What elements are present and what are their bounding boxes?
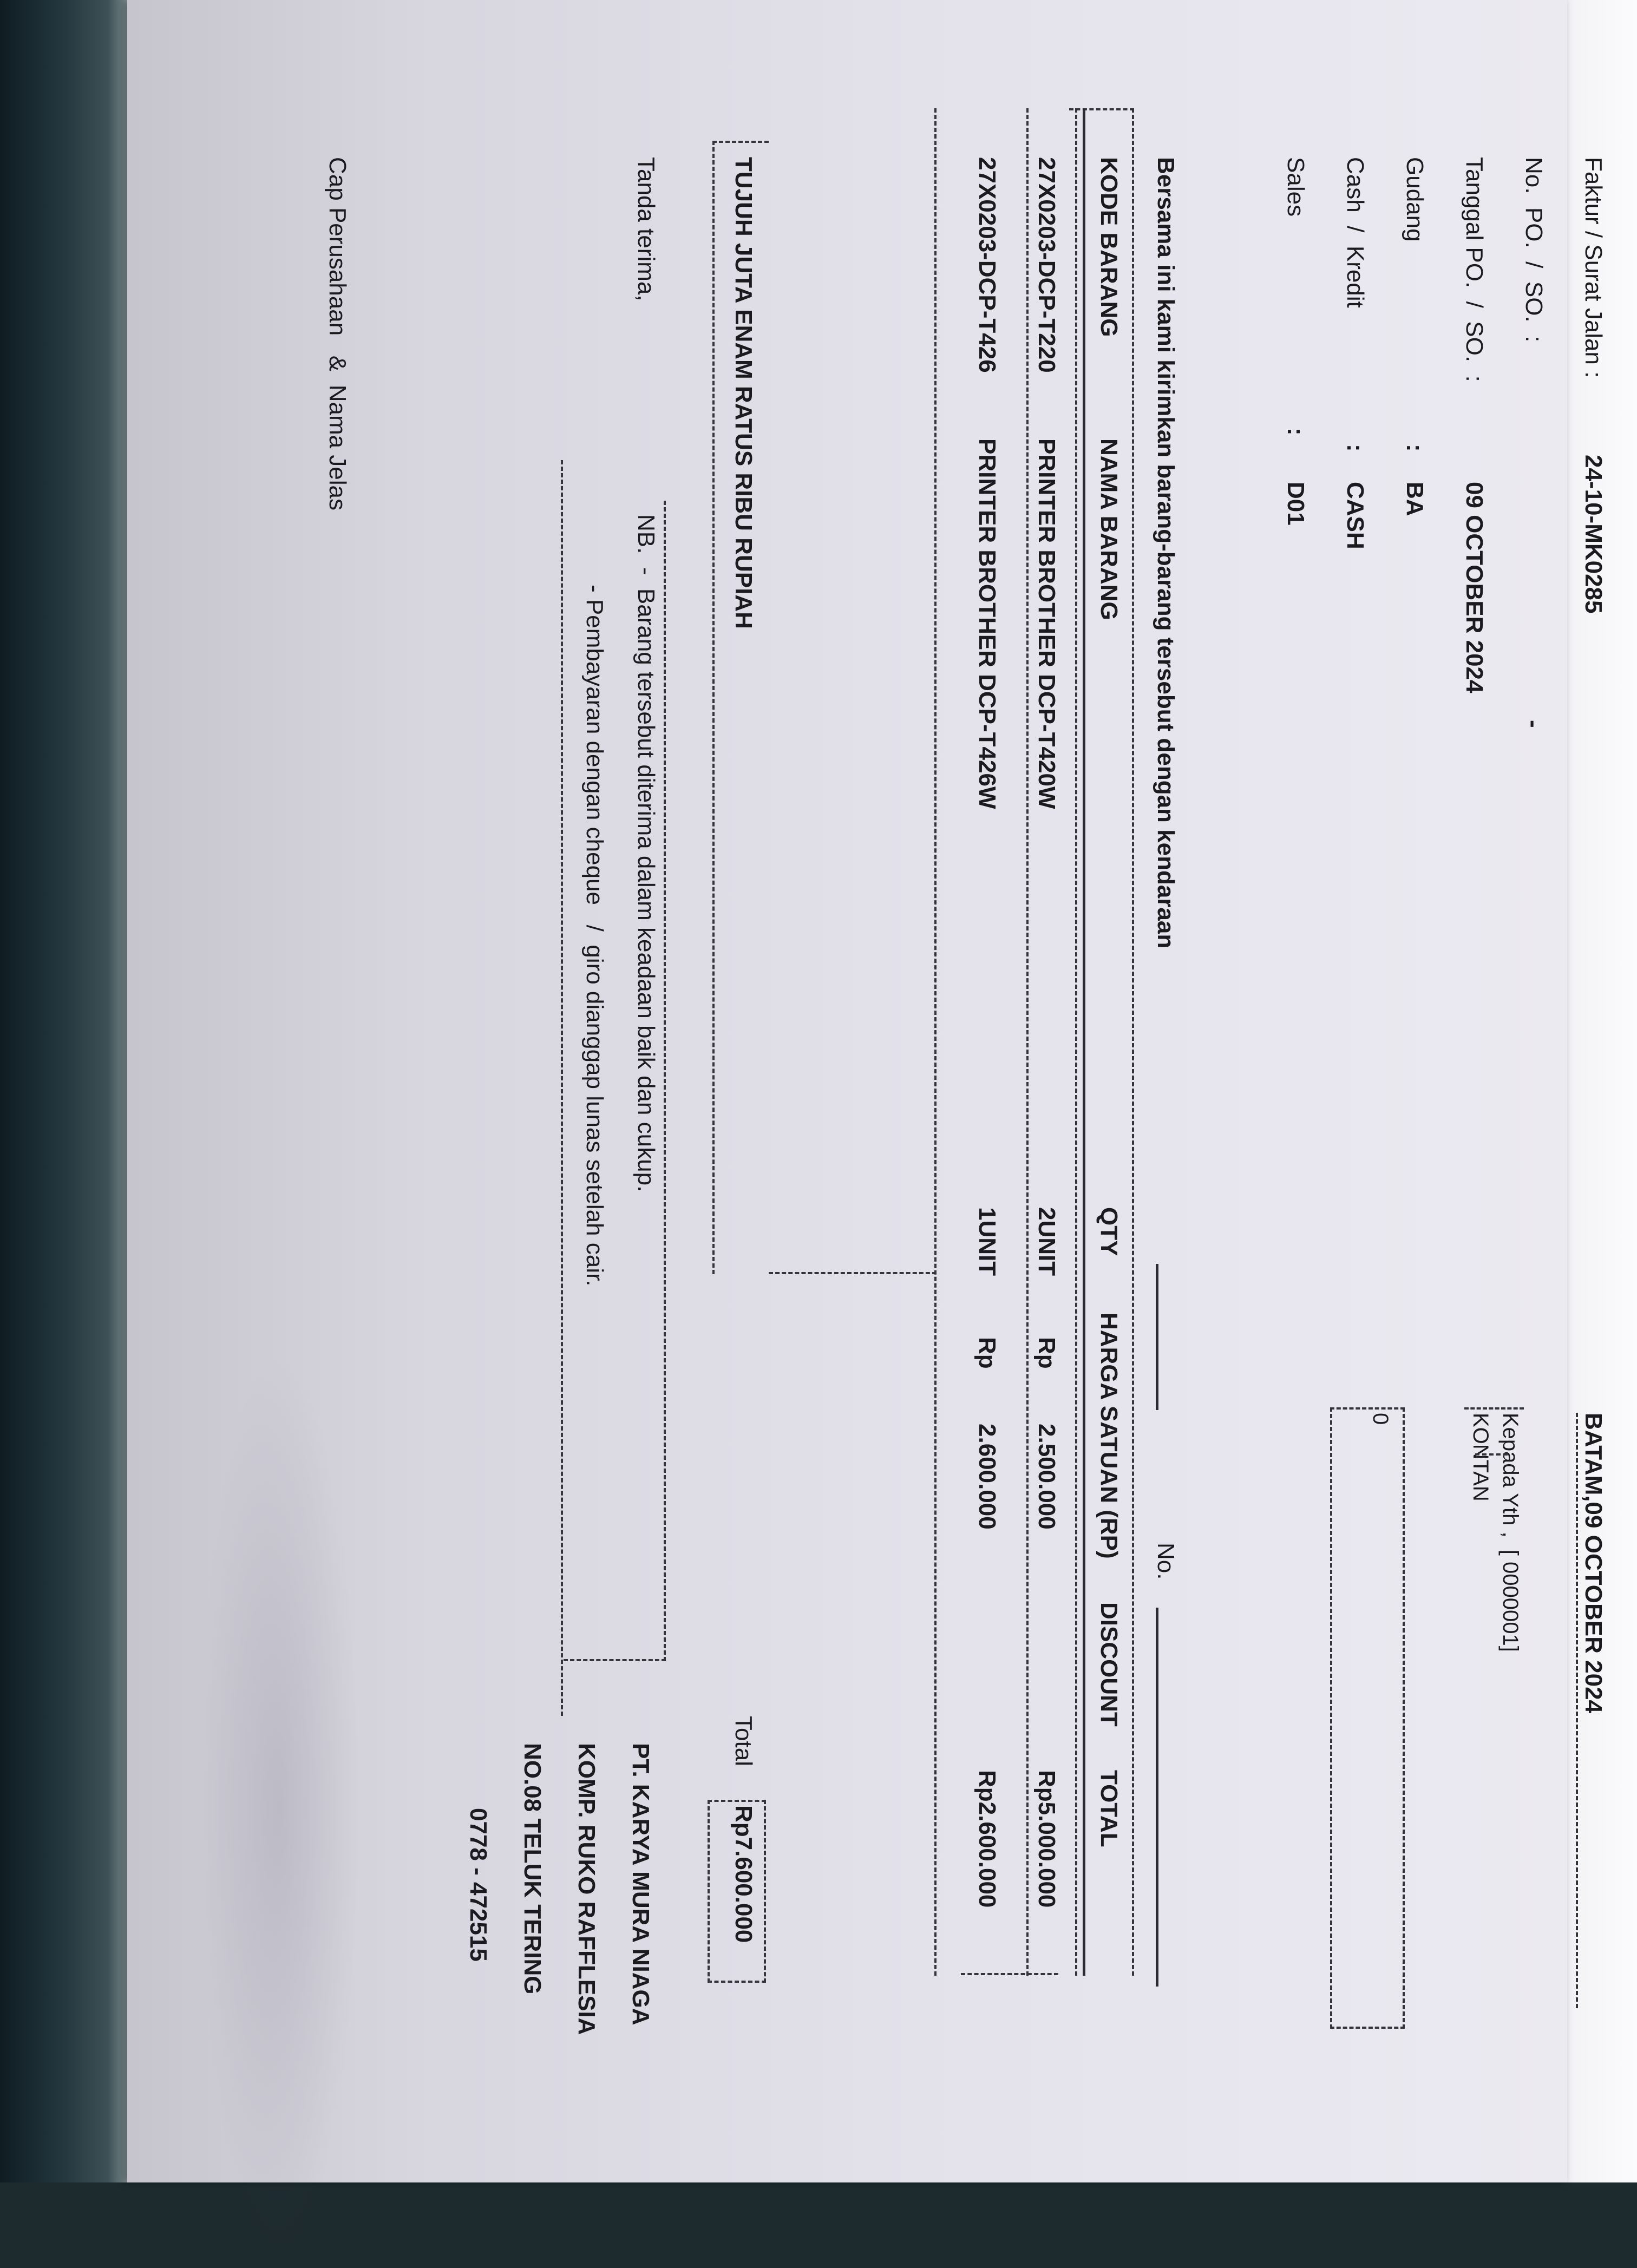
cap-perusahaan: Cap Perusahaan & Nama Jelas bbox=[324, 157, 351, 511]
gudang-colon: : bbox=[1402, 444, 1428, 452]
row-harga: 2.500.000 bbox=[1033, 1424, 1060, 1530]
no-label: No. bbox=[1153, 1543, 1179, 1580]
items-area-divider bbox=[769, 1272, 937, 1274]
address-box-tick bbox=[1475, 1453, 1508, 1456]
tanggal-label: Tanggal PO. / SO. : bbox=[1461, 157, 1488, 382]
total-col-right-edge bbox=[961, 1973, 1058, 1975]
faktur-value: 24-10-MK0285 bbox=[1580, 455, 1607, 614]
amount-in-words: TUJUH JUTA ENAM RATUS RIBU RUPIAH bbox=[730, 157, 757, 629]
table-header-line bbox=[1083, 108, 1085, 1976]
items-area-top bbox=[934, 108, 937, 1976]
po-value: - bbox=[1521, 720, 1547, 728]
address-marker: 0 bbox=[1368, 1413, 1392, 1425]
company-name: PT. KARYA MURA NIAGA bbox=[627, 1743, 654, 2026]
customer-name: KONTAN bbox=[1469, 1413, 1492, 1502]
nb-underline bbox=[561, 460, 563, 1716]
address-box bbox=[1330, 1407, 1405, 2029]
row-harga: 2.600.000 bbox=[974, 1424, 1000, 1530]
vehicle-line bbox=[1156, 1264, 1158, 1410]
company-address-1: KOMP. RUKO RAFFLESIA bbox=[573, 1743, 600, 2035]
cash-kredit-value: CASH bbox=[1342, 482, 1368, 549]
intro-text: Bersama ini kami kirimkan barang-barang tersebut dengan kendaraan bbox=[1153, 157, 1179, 949]
cash-kredit-label: Cash / Kredit bbox=[1342, 157, 1368, 308]
sales-colon: : bbox=[1282, 428, 1309, 436]
sales-value: D01 bbox=[1282, 482, 1309, 526]
col-header-discount: DISCOUNT bbox=[1096, 1602, 1122, 1727]
gudang-label: Gudang bbox=[1402, 157, 1428, 242]
row-qty: 2UNIT bbox=[1033, 1207, 1060, 1276]
invoice-paper bbox=[127, 0, 1607, 2182]
col-header-qty: QTY bbox=[1096, 1207, 1122, 1256]
no-line bbox=[1156, 1608, 1158, 1987]
paper-shadow bbox=[198, 1348, 360, 2268]
total-label: Total bbox=[730, 1716, 757, 1766]
kepada-yth: Kepada Yth , [ 0000001] bbox=[1498, 1413, 1522, 1652]
total-box bbox=[708, 1800, 766, 1983]
table-top-line bbox=[1132, 108, 1134, 1976]
nb-line-1: NB. - Barang tersebut diterima dalam keadaan baik dan cukup. bbox=[633, 514, 659, 1192]
tanggal-value: 09 OCTOBER 2024 bbox=[1461, 482, 1488, 693]
gudang-value: BA bbox=[1402, 482, 1428, 516]
row-rp: Rp bbox=[974, 1337, 1000, 1369]
row-rp: Rp bbox=[1033, 1337, 1060, 1369]
col-header-total: TOTAL bbox=[1096, 1770, 1122, 1847]
faktur-label: Faktur / Surat Jalan : bbox=[1580, 157, 1607, 378]
cash-kredit-colon: : bbox=[1342, 444, 1368, 452]
company-address-2: NO.08 TELUK TERING bbox=[519, 1743, 546, 1995]
table-row-line bbox=[1026, 108, 1029, 1976]
row-total: Rp2.600.000 bbox=[974, 1770, 1000, 1908]
city-date-underline bbox=[1576, 1413, 1578, 2008]
row-nama: PRINTER BROTHER DCP-T426W bbox=[974, 438, 1000, 809]
po-label: No. PO. / SO. : bbox=[1521, 157, 1547, 343]
invoice-document bbox=[103, 49, 1637, 2231]
tanda-terima: Tanda terima, bbox=[633, 157, 659, 301]
row-total: Rp5.000.000 bbox=[1033, 1770, 1060, 1908]
amount-words-box bbox=[712, 141, 769, 1274]
row-kode: 27X0203-DCP-T426 bbox=[974, 157, 1000, 373]
row-qty: 1UNIT bbox=[974, 1207, 1000, 1276]
sales-label: Sales bbox=[1282, 157, 1309, 217]
col-header-nama: NAMA BARANG bbox=[1096, 438, 1122, 620]
city-date: BATAM,09 OCTOBER 2024 bbox=[1580, 1413, 1607, 1714]
col-header-harga: HARGA SATUAN (RP) bbox=[1096, 1313, 1122, 1559]
row-nama: PRINTER BROTHER DCP-T420W bbox=[1033, 438, 1060, 809]
total-value: Rp7.600.000 bbox=[730, 1805, 757, 1943]
col-header-kode: KODE BARANG bbox=[1096, 157, 1122, 337]
table-left-edge bbox=[1069, 108, 1134, 110]
row-kode: 27X0203-DCP-T220 bbox=[1033, 157, 1060, 373]
table-header-line-2 bbox=[1075, 108, 1077, 1976]
nb-line-2: - Pembayaran dengan cheque / giro dianggap lunas setelah cair. bbox=[581, 585, 608, 1287]
company-phone: 0778 - 472515 bbox=[465, 1808, 492, 1962]
address-box-left bbox=[1464, 1407, 1524, 1410]
